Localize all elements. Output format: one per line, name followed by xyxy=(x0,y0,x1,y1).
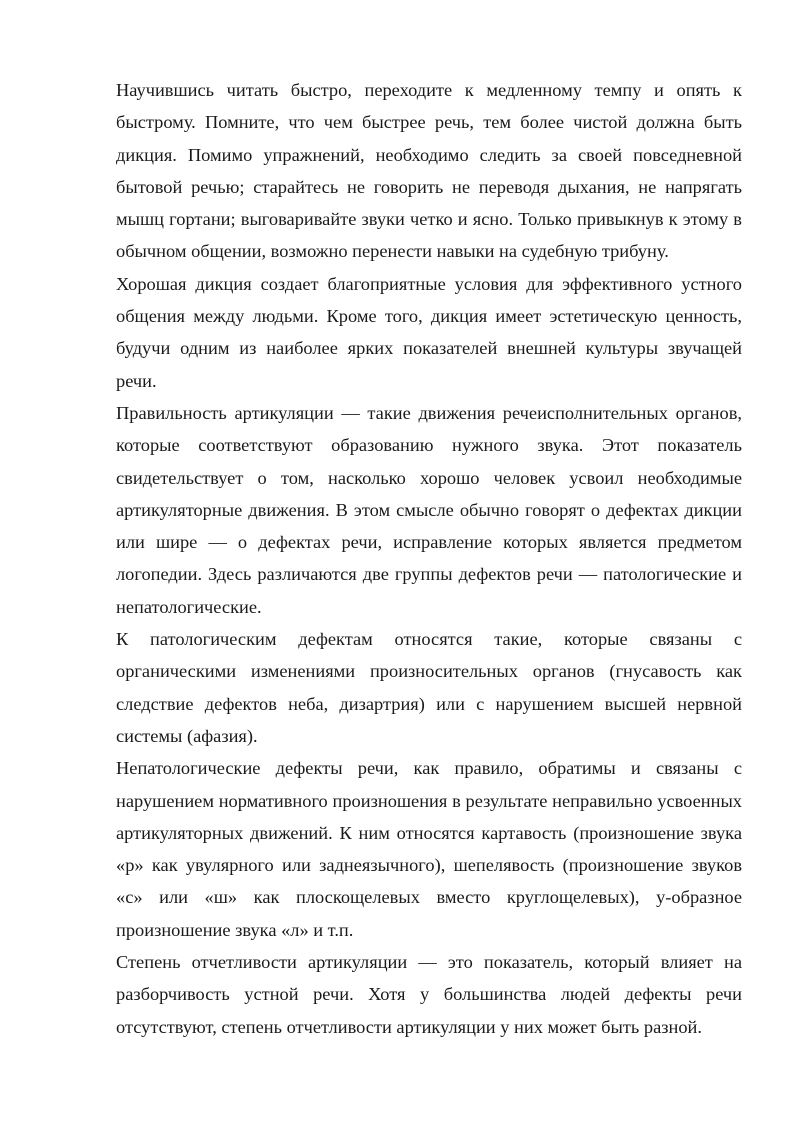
paragraph: Научившись читать быстро, переходите к медленному темпу и опять к быстрому. Помните, что чем быстрее речь, тем более чистой должна быть дикция. Помимо упражнений, необходимо следить за своей повседневной бытовой речью; старайтесь не говорить не переводя дыхания, не напрягать мышц гортани; выговаривайте звуки четко и ясно. Только привыкнув к этому в обычном общении, возможно перенести навыки на судебную трибуну. xyxy=(116,80,742,262)
paragraph: Степень отчетливости артикуляции — это показатель, который влияет на разборчивость устной речи. Хотя у большинства людей дефекты речи отсутствуют, степень отчетливости артикуляции у них может быть разной. xyxy=(116,952,742,1037)
paragraph: Непатологические дефекты речи, как правило, обратимы и связаны с нарушением нормативного произношения в результате неправильно усвоенных артикуляторных движений. К ним относятся картавость (произношение звука «р» как увулярного или заднеязычного), шепелявость (произношение звуков «с» или «ш» как плоскощелевых вместо круглощелевых), у-образное произношение звука «л» и т.п. xyxy=(116,758,742,940)
body-text xyxy=(116,74,742,1043)
paragraph: Правильность артикуляции — такие движения речеисполнительных органов, которые соответствуют образованию нужного звука. Этот показатель свидетельствует о том, насколько хорошо человек усвоил необходимые артикуляторные движения. В этом смысле обычно говорят о дефектах дикции или шире — о дефектах речи, исправление которых является предметом логопедии. Здесь различаются две группы дефектов речи — патологические и непатологические. xyxy=(116,402,742,617)
paragraph: К патологическим дефектам относятся такие, которые связаны с органическими изменениями произносительных органов (гнусавость как следствие дефектов неба, дизартрия) или с нарушением высшей нервной системы (афазия). xyxy=(116,629,742,746)
paragraph: Хорошая дикция создает благоприятные условия для эффективного устного общения между людьми. Кроме того, дикция имеет эстетическую ценность, будучи одним из наиболее ярких показателей внешней культуры звучащей речи. xyxy=(116,273,742,391)
